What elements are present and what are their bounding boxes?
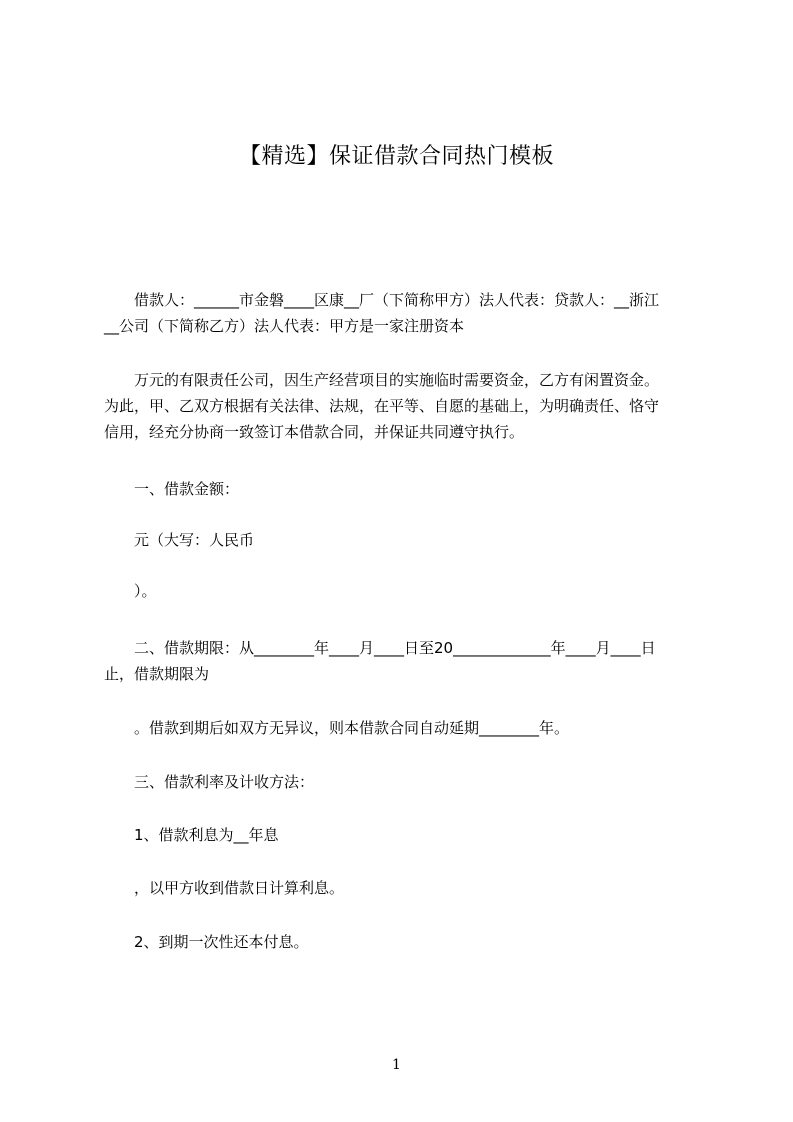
paragraph-repayment bbox=[104, 929, 704, 955]
paragraph-line: 借款人：______市金磐____区康__厂（下简称甲方）法人代表：贷款人：__浙江 bbox=[104, 291, 660, 309]
paragraph-line: 1、借款利息为__年息 bbox=[104, 826, 279, 844]
document-title: 【精选】保证借款合同热门模板 bbox=[238, 144, 554, 169]
paragraph-interest-calc bbox=[104, 875, 704, 901]
paragraph-extension bbox=[104, 715, 704, 741]
page-number: 1 bbox=[392, 1057, 401, 1073]
paragraph-amount-close bbox=[104, 578, 704, 604]
paragraph-line: ，以甲方收到借款日计算利息。 bbox=[104, 879, 345, 897]
paragraph-line: 万元的有限责任公司，因生产经营项目的实施临时需要资金，乙方有闲置资金。 bbox=[104, 371, 660, 389]
paragraph-line: 一、借款金额： bbox=[104, 480, 240, 498]
paragraph-amount-words bbox=[104, 527, 704, 553]
paragraph-line: 止，借款期限为 bbox=[104, 665, 210, 683]
section-heading-loan-amount bbox=[104, 476, 704, 502]
paragraph-line: 三、借款利率及计收方法： bbox=[104, 773, 315, 791]
paragraph-parties bbox=[104, 287, 704, 339]
paragraph-line: 为此，甲、乙双方根据有关法律、法规，在平等、自愿的基础上，为明确责任、恪守 bbox=[104, 397, 660, 415]
paragraph-line: 二、借款期限：从________年____月____日至20_____________年____月____日 bbox=[104, 639, 656, 657]
paragraph-line: ）。 bbox=[104, 582, 157, 600]
paragraph-line: 2、到期一次性还本付息。 bbox=[104, 933, 309, 951]
section-heading-loan-term bbox=[104, 635, 704, 687]
paragraph-line: __公司（下简称乙方）法人代表：甲方是一家注册资本 bbox=[104, 317, 465, 335]
paragraph-purpose bbox=[104, 367, 704, 445]
paragraph-line: 信用，经充分协商一致签订本借款合同，并保证共同遵守执行。 bbox=[104, 423, 525, 441]
paragraph-interest-rate bbox=[104, 822, 704, 848]
section-heading-interest bbox=[104, 769, 704, 795]
paragraph-line: 元（大写：人民币 bbox=[104, 531, 255, 549]
paragraph-line: 。借款到期后如双方无异议，则本借款合同自动延期________年。 bbox=[104, 719, 570, 737]
